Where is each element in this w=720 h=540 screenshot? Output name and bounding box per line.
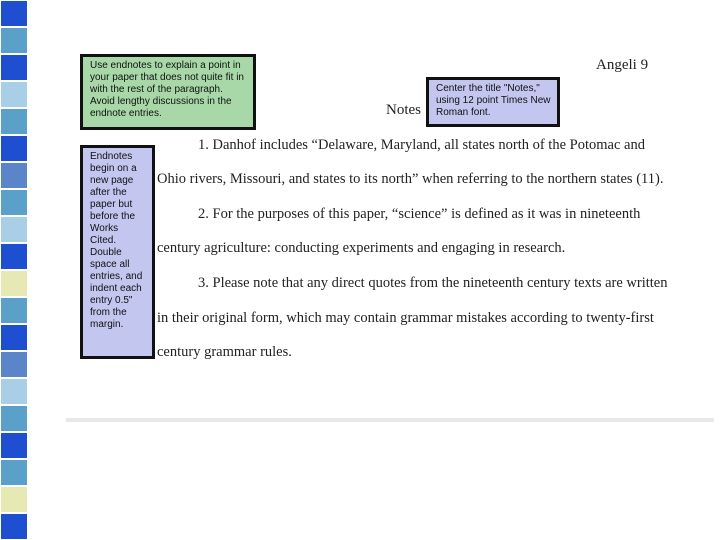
stripe-square (0, 27, 28, 54)
note-line: century agriculture: conducting experiments and engaging in research. (157, 240, 566, 256)
stripe-square (0, 432, 28, 459)
callout-placement-spacing: Endnotes begin on a new page after the paper but before the Works Cited. Double space all entries, and indent each entry 0.5" from the margin. (80, 145, 155, 359)
note-line: 3. Please note that any direct quotes from the nineteenth century texts are written (198, 275, 668, 291)
note-line: 1. Danhof includes “Delaware, Maryland, all states north of the Potomac and (198, 137, 645, 153)
stripe-square (0, 486, 28, 513)
page-shadow (66, 418, 714, 422)
stripe-square (0, 243, 28, 270)
stripe-square (0, 216, 28, 243)
stripe-square (0, 54, 28, 81)
stripe-square (0, 351, 28, 378)
running-head: Angeli 9 (596, 57, 649, 73)
callout-endnotes-purpose: Use endnotes to explain a point in your paper that does not quite fit in with the rest of the paragraph. Avoid lengthy discussions in the endnote entries. (80, 54, 256, 130)
note-line: Ohio rivers, Missouri, and states to its north” when referring to the northern states (11). (157, 171, 664, 187)
callout-title-format: Center the title "Notes," using 12 point Times New Roman font. (426, 77, 560, 127)
page-title: Notes (386, 102, 421, 118)
document-page (66, 30, 714, 418)
stripe-square (0, 324, 28, 351)
stripe-square (0, 81, 28, 108)
note-line: in their original form, which may contain grammar mistakes according to twenty-first (157, 310, 654, 326)
stripe-square (0, 459, 28, 486)
note-line: century grammar rules. (157, 344, 292, 360)
stripe-square (0, 270, 28, 297)
stripe-square (0, 162, 28, 189)
stripe-square (0, 405, 28, 432)
stripe-square (0, 378, 28, 405)
stripe-square (0, 297, 28, 324)
stripe-square (0, 513, 28, 540)
stripe-square (0, 108, 28, 135)
stripe-square (0, 135, 28, 162)
stripe-square (0, 0, 28, 27)
note-line: 2. For the purposes of this paper, “science” is defined as it was in nineteenth (198, 206, 641, 222)
decorative-stripe (0, 0, 28, 540)
stripe-square (0, 189, 28, 216)
